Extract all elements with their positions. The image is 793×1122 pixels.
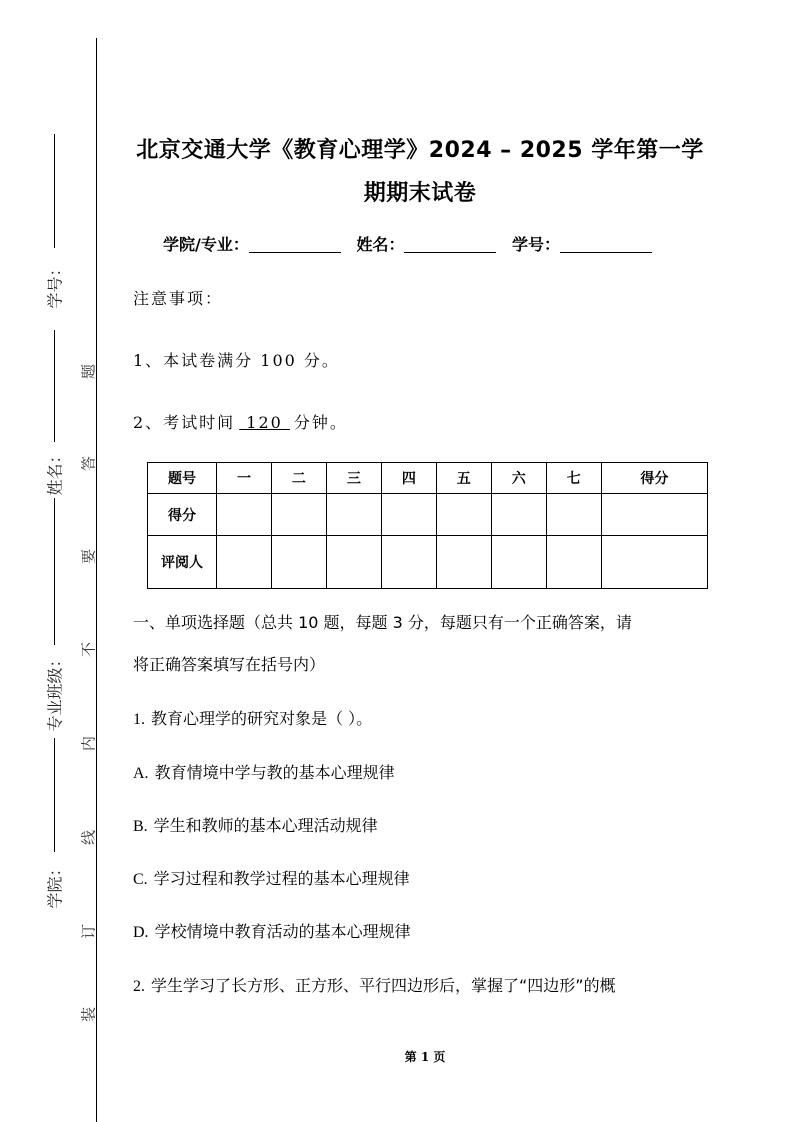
option-label: B.: [133, 818, 148, 835]
score-table: [147, 462, 708, 589]
option-label: D.: [133, 924, 149, 941]
question-1-option-b[interactable]: [133, 813, 378, 836]
binding-char: 答: [79, 456, 98, 472]
notice-item-2-suffix: 分钟。: [293, 413, 348, 432]
score-table-header: 五: [436, 463, 491, 494]
binding-char: 内: [79, 736, 98, 752]
score-table-header: 二: [271, 463, 326, 494]
option-label: C.: [133, 871, 148, 888]
question-1-stem: [133, 706, 372, 729]
college-major-field[interactable]: [249, 236, 341, 253]
score-row-label: 得分: [148, 494, 217, 536]
grader-cell[interactable]: [491, 536, 546, 589]
info-label-student-id: 学号：: [512, 235, 561, 254]
margin-label-college: 学院：: [45, 860, 65, 909]
question-number: 1.: [133, 711, 145, 728]
binding-char: 不: [79, 642, 98, 658]
score-cell[interactable]: [326, 494, 381, 536]
binding-char: 装: [79, 1007, 98, 1023]
score-cell[interactable]: [381, 494, 436, 536]
option-text: 学生和教师的基本心理活动规律: [153, 816, 378, 835]
exam-duration-value: 120: [239, 413, 290, 432]
score-table-header: 得分: [601, 463, 707, 494]
score-table-header: 七: [546, 463, 601, 494]
notice-item-1: 1、本试卷满分 100 分。: [133, 351, 340, 370]
score-table-header: 四: [381, 463, 436, 494]
margin-label-major-class: 专业班级：: [45, 651, 65, 732]
question-1-option-c[interactable]: [133, 866, 410, 889]
margin-underline-student-id: [54, 134, 55, 248]
margin-underline-major-class: [54, 498, 55, 645]
margin-underline-name: [54, 330, 55, 442]
score-cell[interactable]: [491, 494, 546, 536]
exam-title-line2: 期期末试卷: [363, 181, 477, 206]
option-text: 学校情境中教育活动的基本心理规律: [154, 922, 411, 941]
section-1-heading-line2: 将正确答案填写在括号内）: [133, 655, 326, 674]
grader-cell[interactable]: [217, 536, 272, 589]
grader-cell[interactable]: [381, 536, 436, 589]
question-stem: 教育心理学的研究对象是（ ）。: [151, 709, 373, 728]
grader-row-label: 评阅人: [148, 536, 217, 589]
binding-char: 订: [79, 924, 98, 940]
grader-cell[interactable]: [601, 536, 707, 589]
score-table-row: [148, 494, 708, 536]
score-table-row: [148, 536, 708, 589]
exam-title-line1: 北京交通大学《教育心理学》2024 – 2025 学年第一学: [136, 138, 704, 163]
score-cell[interactable]: [601, 494, 707, 536]
score-table-header: 题号: [148, 463, 217, 494]
question-1-option-a[interactable]: [133, 760, 395, 783]
margin-label-student-id: 学号：: [45, 260, 65, 309]
info-label-name: 姓名：: [356, 235, 405, 254]
score-table-header: 三: [326, 463, 381, 494]
score-table-header: 一: [217, 463, 272, 494]
binding-char: 题: [79, 364, 98, 380]
notice-item-2: [133, 410, 348, 433]
score-cell[interactable]: [217, 494, 272, 536]
grader-cell[interactable]: [271, 536, 326, 589]
binding-char: 线: [79, 830, 98, 846]
name-field[interactable]: [404, 236, 496, 253]
score-table-header: 六: [491, 463, 546, 494]
margin-label-name: 姓名：: [45, 447, 65, 496]
section-1-heading-line1: 一、单项选择题（总共 10 题，每题 3 分，每题只有一个正确答案，请: [133, 613, 632, 632]
grader-cell[interactable]: [326, 536, 381, 589]
grader-cell[interactable]: [546, 536, 601, 589]
score-cell[interactable]: [546, 494, 601, 536]
binding-char: 要: [79, 549, 98, 565]
question-number: 2.: [133, 978, 145, 995]
student-id-field[interactable]: [560, 236, 652, 253]
question-2-stem: [133, 973, 616, 996]
info-label-college-major: 学院/专业：: [163, 235, 249, 254]
notice-heading: 注意事项：: [133, 289, 224, 308]
option-label: A.: [133, 765, 149, 782]
margin-underline-college: [54, 738, 55, 852]
notice-item-2-prefix: 2、考试时间: [133, 413, 236, 432]
option-text: 教育情境中学与教的基本心理规律: [154, 763, 395, 782]
page-number: 第 1 页: [404, 1050, 446, 1064]
question-stem: 学生学习了长方形、正方形、平行四边形后，掌握了“四边形”的概: [151, 976, 616, 995]
binding-line: [96, 38, 97, 1122]
question-1-option-d[interactable]: [133, 919, 411, 942]
grader-cell[interactable]: [436, 536, 491, 589]
option-text: 学习过程和教学过程的基本心理规律: [153, 869, 410, 888]
score-cell[interactable]: [436, 494, 491, 536]
score-cell[interactable]: [271, 494, 326, 536]
student-info-line: [163, 232, 662, 255]
score-table-header-row: [148, 463, 708, 494]
